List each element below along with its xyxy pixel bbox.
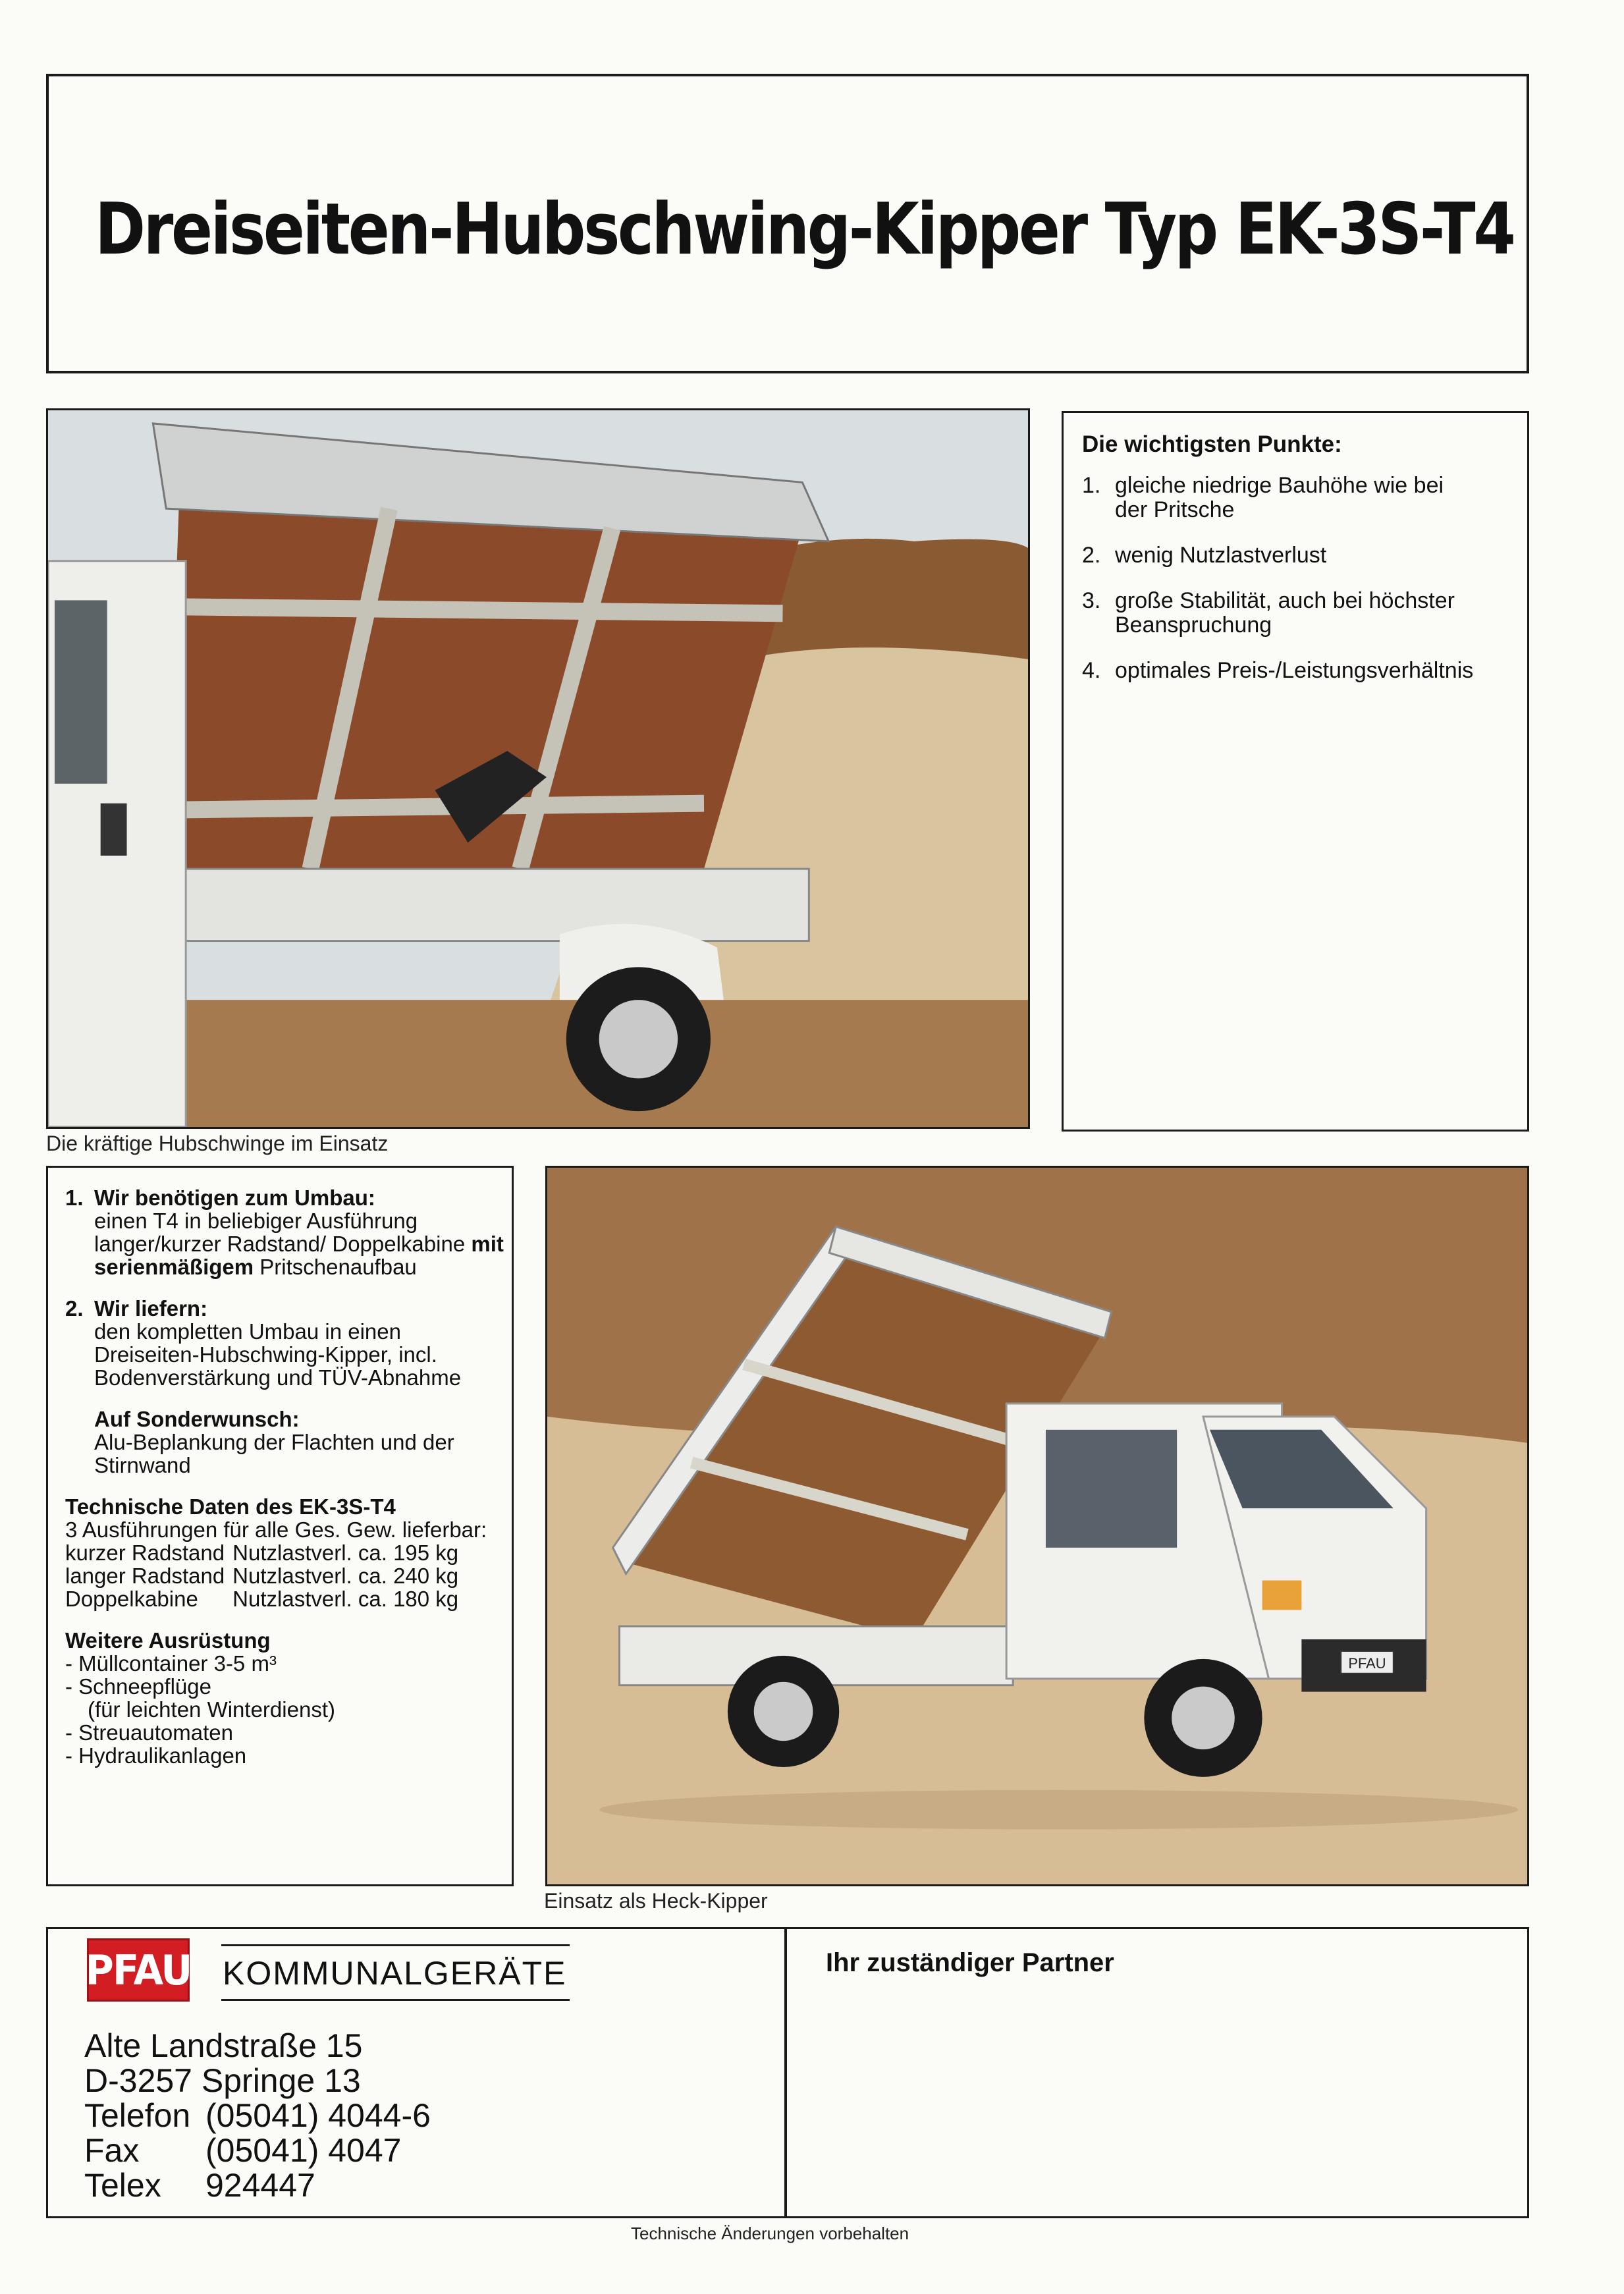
list-item: - Müllcontainer 3-5 m³: [65, 1651, 277, 1676]
address-line: Telefon (05041) 4044-6: [84, 2097, 431, 2134]
title-box: [46, 74, 1529, 373]
info-box: [46, 1166, 514, 1886]
section-lieferumfang: 2. Wir liefern: den kompletten Umbau in einen Dreiseiten-Hubschwing-Kipper, incl. Bodenverstärkung und TÜV-Abnahme: [65, 1296, 462, 1390]
photo1-caption: Die kräftige Hubschwinge im Einsatz: [46, 1132, 389, 1155]
table-row: langer Radstand Nutzlastverl. ca. 240 kg: [65, 1564, 459, 1588]
section-ausruestung: Weitere Ausrüstung - Müllcontainer 3-5 m³ - Schneepflüge (für leichten Winterdienst) - Streuautomaten - Hydraulikanlagen: [65, 1628, 335, 1768]
list-item: - Schneepflüge: [65, 1674, 211, 1699]
list-item: 1. gleiche niedrige Bauhöhe wie bei der Pritsche: [1082, 473, 1444, 522]
page-title: Dreiseiten-Hubschwing-Kipper Typ EK-3S-T4: [95, 188, 1514, 271]
list-item: 2. wenig Nutzlastverlust: [1082, 543, 1327, 568]
license-plate: PFAU: [1348, 1654, 1386, 1672]
company-address: [84, 2029, 431, 2203]
section-technische-daten: Technische Daten des EK-3S-T4 3 Ausführungen für alle Ges. Gew. lieferbar: kurzer Radstand Nutzlastverl. ca. 195 kg langer Radstand Nutzlastverl. ca. 240 kg Doppelkabine Nutzlastverl. ca. 180 kg: [65, 1494, 487, 1611]
table-row: Doppelkabine Nutzlastverl. ca. 180 kg: [65, 1587, 459, 1611]
key-points-list: [1082, 474, 1477, 704]
table-row: kurzer Radstand Nutzlastverl. ca. 195 kg: [65, 1541, 459, 1565]
key-points-box: [1062, 411, 1529, 1132]
list-item: - Streuautomaten: [65, 1720, 233, 1745]
company-brand: KOMMUNALGERÄTE: [221, 1944, 570, 2001]
partner-label: Ihr zuständiger Partner: [826, 1948, 1114, 1977]
address-line: Telex 924447: [84, 2167, 315, 2204]
address-line: D-3257 Springe 13: [84, 2062, 361, 2099]
photo-hubschwinge: [46, 408, 1030, 1129]
pfau-logo: PFAU: [87, 1938, 190, 2002]
list-item: - Hydraulikanlagen: [65, 1743, 247, 1768]
address-line: Fax (05041) 4047: [84, 2132, 402, 2169]
list-item: 4. optimales Preis-/Leistungsverhältnis: [1082, 658, 1474, 683]
footer-note: Technische Änderungen vorbehalten: [631, 2224, 909, 2243]
section-umbau: 1. Wir benötigen zum Umbau: einen T4 in beliebiger Ausführung langer/kurzer Radstand/ Doppelkabine mit serienmäßigem Pritschenaufbau: [65, 1186, 504, 1279]
list-item: (für leichten Winterdienst): [88, 1697, 335, 1722]
key-points-heading: Die wichtigsten Punkte:: [1082, 431, 1342, 457]
photo-heck-kipper: [545, 1166, 1529, 1886]
list-item: 3. große Stabilität, auch bei höchster Beanspruchung: [1082, 588, 1455, 638]
tech-data-table: [65, 1541, 458, 1610]
section-sonderwunsch: Auf Sonderwunsch: Alu-Beplankung der Flachten und der Stirnwand: [94, 1407, 454, 1477]
photo2-caption: Einsatz als Heck-Kipper: [544, 1889, 768, 1913]
address-line: Alte Landstraße 15: [84, 2027, 363, 2064]
